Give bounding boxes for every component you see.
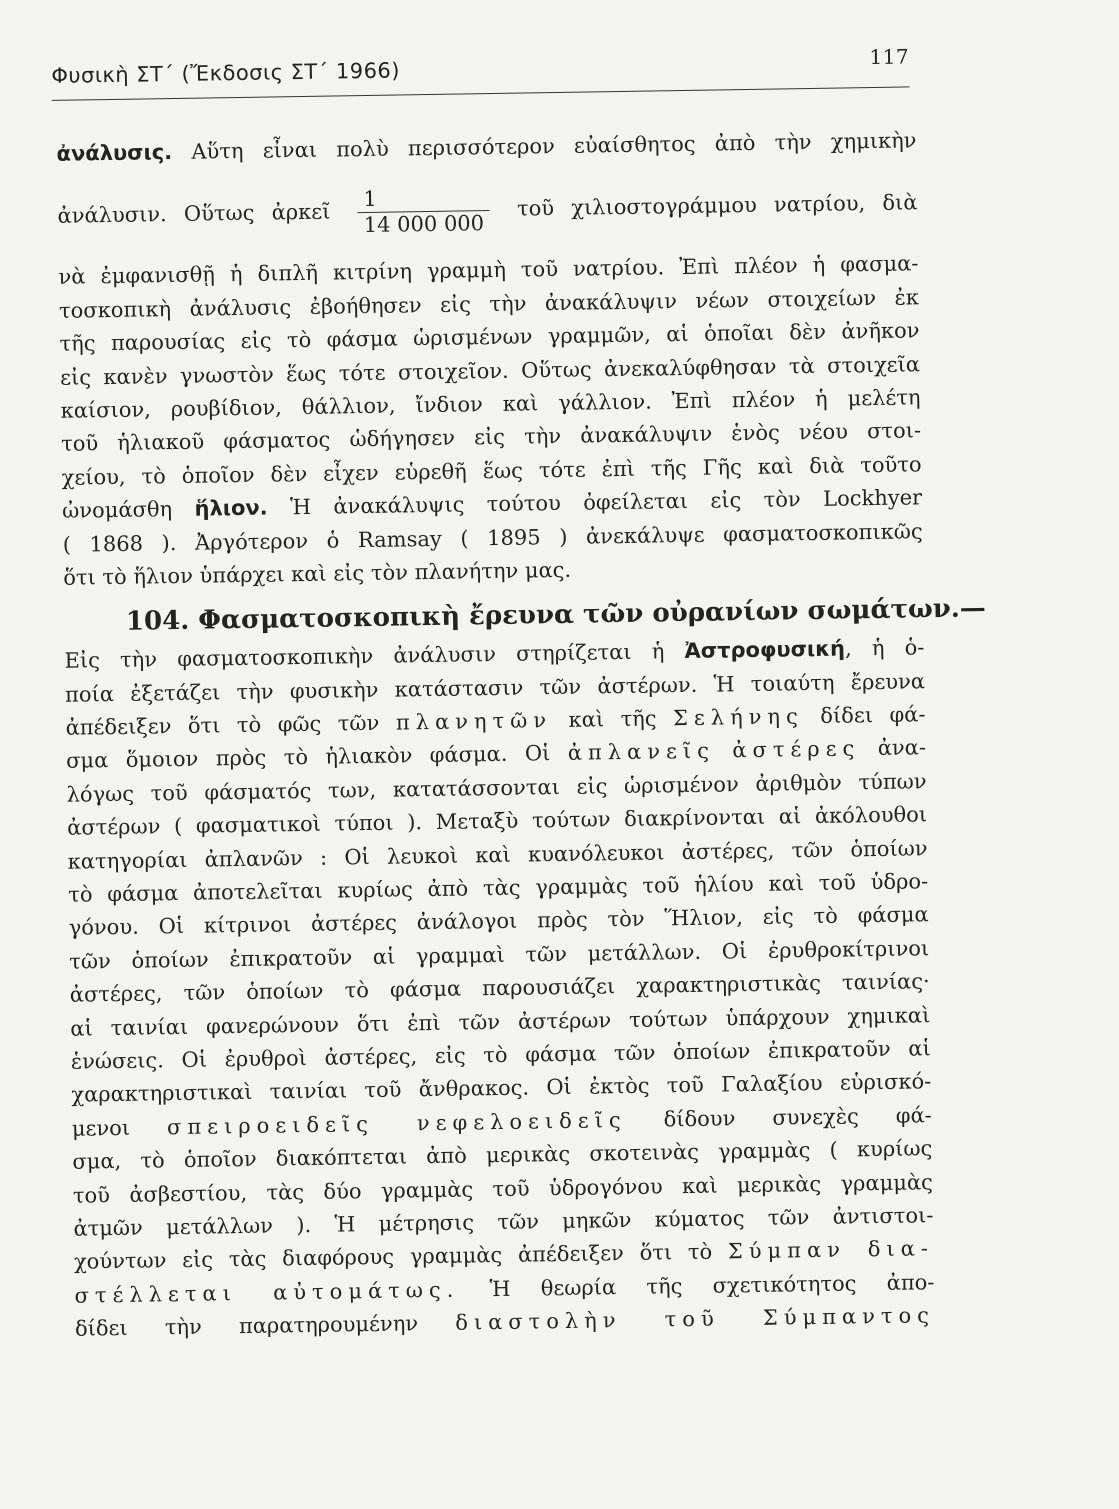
term-helium: ἥλιον. bbox=[194, 495, 268, 521]
text-run: ἀνάλυσιν. Οὕτως ἀρκεῖ bbox=[57, 199, 331, 229]
text-run: , ἡ ὁ- bbox=[844, 635, 925, 661]
fraction bbox=[357, 185, 490, 238]
spaced-term: Σύμπαν δια- bbox=[727, 1236, 935, 1264]
text-run: ἀπέδειξεν ὅτι τὸ φῶς τῶν bbox=[65, 710, 380, 740]
text-run: ἀνα- bbox=[877, 735, 927, 761]
spaced-term: πλανητῶν bbox=[395, 708, 553, 735]
text-line: τὸ φάσμα ἀποτελεῖται κυρίως ἀπὸ τὰς γραμμὰς τοῦ ἡλίου καὶ τοῦ ὑδρο- bbox=[68, 869, 929, 907]
running-header bbox=[51, 44, 910, 88]
text-line: ἑνώσεις. Οἱ ἐρυθροὶ ἀστέρες, εἰς τὸ φάσμα τῶν ὁποίων ἐπικρατοῦν αἱ bbox=[70, 1036, 931, 1074]
text-run: ὠνομάσθη bbox=[61, 497, 173, 523]
text-line: ἀστέρες, τῶν ὁποίων τὸ φάσμα παρουσιάζει χαρακτηριστικὰς ταινίας· bbox=[69, 969, 930, 1007]
spaced-term: διαστολὴν τοῦ Σύμπαντος bbox=[455, 1303, 936, 1335]
text-run: δίδει φά- bbox=[820, 702, 926, 728]
text-line: καίσιον, ρουβίδιον, θάλλιον, ἴνδιον καὶ γάλλιον. Ἐπὶ πλέον ἡ μελέτη bbox=[60, 385, 921, 423]
text-line: ἀτμῶν μετάλλων ). Ἡ μέτρησις τῶν μηκῶν κύματος τῶν ἀντιστοι- bbox=[73, 1203, 934, 1241]
text-line: ὅτι τὸ ἥλιον ὑπάρχει καὶ εἰς τὸν πλανήτην μας. bbox=[63, 557, 572, 590]
text-line: λόγως τοῦ φάσματός των, κατατάσσονται εἰς ὡρισμένον ἀριθμὸν τύπων bbox=[66, 769, 927, 807]
text-line: σμα, τὸ ὁποῖον διακόπτεται ἀπὸ μερικὰς σκοτεινὰς γραμμὰς ( κυρίως bbox=[72, 1136, 933, 1174]
text-line: γόνου. Οἱ κίτρινοι ἀστέρες ἀνάλογοι πρὸς τὸν Ἥλιον, εἰς τὸ φάσμα bbox=[68, 902, 929, 941]
text-line: ἀστέρων ( φασματικοὶ τύποι ). Μεταξὺ τούτων διακρίνονται αἱ ἀκόλουθοι bbox=[66, 802, 928, 840]
text-run: δίδουν συνεχὲς φά- bbox=[663, 1102, 932, 1132]
text-line: νὰ ἐμφανισθῇ ἡ διπλῆ κιτρίνη γραμμὴ τοῦ νατρίου. Ἐπὶ πλέον ἡ φασμα- bbox=[58, 251, 919, 290]
text-run: δίδει τὴν παρατηρουμένην bbox=[74, 1311, 419, 1341]
text-line: ποία ἐξετάζει τὴν φυσικὴν κατάστασιν τῶν ἀστέρων. Ἡ τοιαύτη ἔρευνα bbox=[64, 668, 926, 707]
text-run: τοῦ χιλιοστογράμμου νατρίου, διὰ bbox=[516, 190, 918, 221]
text-run: καὶ τῆς bbox=[568, 706, 657, 732]
text-run: Ἡ ἀνακάλυψις τούτου ὀφείλεται εἰς τὸν Lockhyer bbox=[289, 485, 923, 520]
spaced-term: ἀπλανεῖς bbox=[567, 739, 716, 766]
text-line: τῆς παρουσίας εἰς τὸ φάσμα ὡρισμένων γραμμῶν, αἱ ὁποῖαι δὲν ἀνῆκον bbox=[59, 318, 920, 356]
text-line: τοῦ ἀσβεστίου, τὰς δύο γραμμὰς τοῦ ὑδρογόνου καὶ μερικὰς γραμμὰς bbox=[72, 1169, 934, 1208]
text-run: Εἰς τὴν φασματοσκοπικὴν ἀνάλυσιν στηρίζεται ἡ bbox=[64, 639, 665, 674]
text-line: χείου, τὸ ὁποῖον δὲν εἶχεν εὑρεθῆ ἕως τότε ἐπὶ τῆς Γῆς καὶ διὰ τοῦτο bbox=[61, 452, 922, 490]
text-run: σμα ὅμοιον πρὸς τὸ ἡλιακὸν φάσμα. Οἱ bbox=[65, 741, 551, 774]
spaced-term: Σελήνης bbox=[672, 704, 804, 731]
text-run: Αὕτη εἶναι πολὺ περισσότερον εὐαίσθητος ἀπὸ τὴν χημικὴν bbox=[191, 128, 917, 164]
term-analysis: ἀνάλυσις. bbox=[56, 140, 173, 166]
text-line: τοῦ ἡλιακοῦ φάσματος ὡδήγησεν εἰς τὴν ἀνακάλυψιν ἑνὸς νέου στοι- bbox=[60, 418, 922, 457]
header-title: Φυσικὴ ΣΤ΄ (Ἔκδοσις ΣΤ΄ 1966) bbox=[51, 58, 401, 88]
text-line: τῶν ὁποίων ἐπικρατοῦν αἱ γραμμαὶ τῶν μετάλλων. Οἱ ἐρυθροκίτρινοι bbox=[69, 936, 930, 974]
text-line: χαρακτηριστικαὶ ταινίαι τοῦ ἄνθρακος. Οἱ ἐκτὸς τοῦ Γαλαξίου εὑρισκό- bbox=[71, 1069, 932, 1108]
text-line: εἰς κανὲν γνωστὸν ἕως τότε στοιχεῖον. Οὕτως ἀνεκαλύφθησαν τὰ στοιχεῖα bbox=[59, 351, 921, 390]
section-heading: 104. Φασματοσκοπικὴ ἔρευνα τῶν οὐρανίων σωμάτων.— bbox=[125, 593, 987, 638]
text-line: τοσκοπικὴ ἀνάλυσις ἐβοήθησεν εἰς τὴν ἀνακάλυψιν νέων στοιχείων ἐκ bbox=[58, 285, 920, 323]
body-text bbox=[56, 124, 987, 1346]
fraction-numerator: 1 bbox=[357, 185, 490, 213]
text-line: ( 1868 ). Ἀργότερον ὁ Ramsay ( 1895 ) ἀνεκάλυψε φασματοσκοπικῶς bbox=[62, 518, 923, 557]
spaced-term: στέλλεται αὐτομάτως. bbox=[74, 1277, 460, 1308]
text-run: χούντων εἰς τὰς διαφόρους γραμμὰς ἀπέδειξεν ὅτι τὸ bbox=[73, 1240, 713, 1275]
term-astrophysics: Ἀστροφυσική bbox=[684, 636, 846, 664]
fraction-denominator: 14 000 000 bbox=[363, 211, 485, 238]
text-run: μενοι bbox=[71, 1115, 131, 1141]
text-line: αἱ ταινίαι φανερώνουν ὅτι ἐπὶ τῶν ἀστέρων τούτων ὑπάρχουν χημικαὶ bbox=[70, 1002, 931, 1041]
spaced-term: ἀστέρες bbox=[732, 736, 861, 763]
header-rule bbox=[52, 86, 910, 100]
text-run: Ἡ θεωρία τῆς σχετικότητος ἀπο- bbox=[489, 1269, 935, 1301]
page-number: 117 bbox=[869, 44, 910, 70]
text-line: κατηγορίαι ἀπλανῶν : Οἱ λευκοὶ καὶ κυανόλευκοι ἀστέρες, τῶν ὁποίων bbox=[67, 835, 928, 874]
text-line-fraction bbox=[57, 158, 918, 261]
spaced-term: σπειροειδεῖς νεφελοειδεῖς bbox=[166, 1107, 627, 1139]
